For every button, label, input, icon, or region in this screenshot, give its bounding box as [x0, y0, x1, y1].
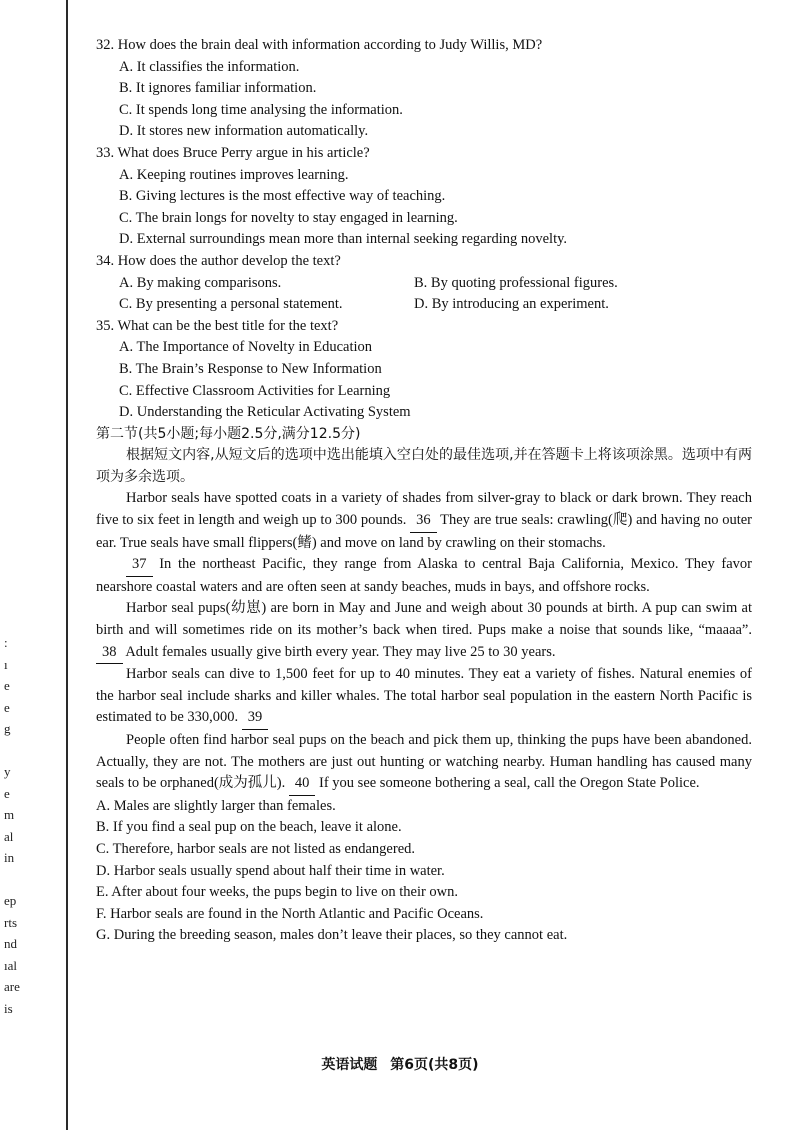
bleed-fragment: nd [4, 936, 17, 951]
choice-g[interactable]: G. During the breeding season, males don’t leave their places, so they cannot eat. [96, 927, 568, 944]
section-instruction: 根据短文内容,从短文后的选项中选出能填入空白处的最佳选项,并在答题卡上将该项涂黑。选项中有两项为多余选项。 [96, 447, 752, 485]
footer-subject: 英语试题 [321, 1057, 378, 1073]
question-33-option-c[interactable]: C. The brain longs for novelty to stay engaged in learning. [119, 209, 458, 226]
footer-page-number: 第6页(共8页) [390, 1057, 479, 1073]
question-33-option-a[interactable]: A. Keeping routines improves learning. [119, 166, 349, 183]
blank-38[interactable]: 38 [96, 642, 123, 665]
question-35-option-b[interactable]: B. The Brain’s Response to New Information [119, 360, 382, 377]
choice-f[interactable]: F. Harbor seals are found in the North Atlantic and Pacific Oceans. [96, 905, 484, 922]
bleed-fragment: e [4, 678, 10, 693]
blank-36[interactable]: 36 [410, 510, 437, 533]
passage-paragraph-2: 37 In the northeast Pacific, they range from Alaska to central Baja California, Mexico. They favor nearshore coastal waters and are often seen at sandy beaches, muds in bays, and offshore rocks. [96, 556, 753, 595]
blank-37[interactable]: 37 [126, 554, 153, 577]
bleed-fragment: m [4, 807, 15, 822]
question-33-option-d[interactable]: D. External surroundings mean more than internal seeking regarding novelty. [119, 231, 568, 248]
passage-paragraph-3: Harbor seal pups(幼崽) are born in May and June and weigh about 30 pounds at birth. A pup can swim at birth and will sometimes ride on its mother’s back when tired. Pups make a noise that sounds like, “maaaa”. 38 Adult females usually give birth every year. They may live 25 to 30 years. [96, 598, 752, 664]
question-35-option-a[interactable]: A. The Importance of Novelty in Education [119, 339, 373, 356]
passage-paragraph-4: Harbor seals can dive to 1,500 feet for up to 40 minutes. They eat a variety of fishes. Natural enemies of the harbor seal include sharks and killer whales. The total harbor seal population in the eastern North Pacific is estimated to be 330,000. 39 [96, 664, 752, 730]
bleed-fragment [4, 869, 34, 891]
question-34-option-b[interactable]: B. By quoting professional figures. [414, 274, 618, 291]
question-35-stem: 35. What can be the best title for the text? [96, 317, 339, 334]
question-32-option-c[interactable]: C. It spends long time analysing the information. [119, 101, 403, 118]
choice-b[interactable]: B. If you find a seal pup on the beach, leave it alone. [96, 819, 402, 836]
bleed-fragment: e [4, 699, 10, 715]
question-34-option-d[interactable]: D. By introducing an experiment. [414, 296, 609, 313]
question-34-option-c[interactable]: C. By presenting a personal statement. [119, 296, 343, 313]
question-33-option-b[interactable]: B. Giving lectures is the most effective way of teaching. [119, 188, 446, 205]
question-34-stem: 34. How does the author develop the text? [96, 252, 341, 269]
question-35-option-c[interactable]: C. Effective Classroom Activities for Learning [119, 382, 391, 399]
question-34-options-row-2 [96, 294, 752, 316]
page-binding-edge [66, 0, 68, 1130]
bleed-fragment: al [4, 828, 14, 844]
passage-paragraph-5: People often find harbor seal pups on the beach and pick them up, thinking the pups have been abandoned. Actually, they are not. The mothers are just out hunting or watching nearby. Human handling has caused many seals to be orphaned(成为孤儿). 40 If you see someone bothering a seal, call the Oregon State Police. [96, 730, 752, 796]
blank-40[interactable]: 40 [289, 773, 316, 796]
bleed-fragment: is [4, 1000, 13, 1016]
bleed-fragment: e [4, 785, 10, 801]
blank-39[interactable]: 39 [242, 707, 269, 730]
adjacent-page-bleed [4, 632, 34, 1019]
question-32-stem: 32. How does the brain deal with information according to Judy Willis, MD? [96, 37, 543, 53]
question-32-option-b[interactable]: B. It ignores familiar information. [119, 80, 317, 97]
question-32-option-d[interactable]: D. It stores new information automatically. [119, 123, 369, 140]
question-34-options-row-1 [96, 273, 752, 295]
page-content [96, 35, 752, 947]
bleed-fragment: are [4, 979, 20, 994]
bleed-fragment: y [4, 764, 11, 779]
page-footer [0, 1055, 800, 1077]
bleed-fragment: : [4, 635, 8, 650]
question-33-stem: 33. What does Bruce Perry argue in his article? [96, 144, 370, 161]
bleed-fragment: ep [4, 893, 17, 908]
bleed-fragment: in [4, 850, 15, 865]
question-35-option-d[interactable]: D. Understanding the Reticular Activating System [119, 404, 411, 421]
section-heading: 第二节(共5小题;每小题2.5分,满分12.5分) [96, 425, 361, 442]
bleed-fragment [4, 740, 34, 762]
choice-a[interactable]: A. Males are slightly larger than females. [96, 797, 336, 814]
bleed-fragment: ı [4, 656, 8, 672]
bleed-fragment: g [4, 721, 11, 736]
choice-e[interactable]: E. After about four weeks, the pups begin to live on their own. [96, 884, 459, 901]
passage-paragraph-1: Harbor seals have spotted coats in a variety of shades from silver-gray to black or dark brown. They reach five to six feet in length and weigh up to 300 pounds. 36 They are true seals: crawling(爬) and having no outer ear. True seals have small flippers(鳍) and move on land by crawling on their stomachs. [96, 490, 752, 551]
choice-d[interactable]: D. Harbor seals usually spend about half their time in water. [96, 862, 445, 879]
bleed-fragment: rts [4, 914, 17, 930]
question-34-option-a[interactable]: A. By making comparisons. [119, 274, 282, 291]
question-32-option-a[interactable]: A. It classifies the information. [119, 58, 300, 75]
choice-c[interactable]: C. Therefore, harbor seals are not listed as endangered. [96, 840, 416, 857]
bleed-fragment: ıal [4, 957, 17, 973]
